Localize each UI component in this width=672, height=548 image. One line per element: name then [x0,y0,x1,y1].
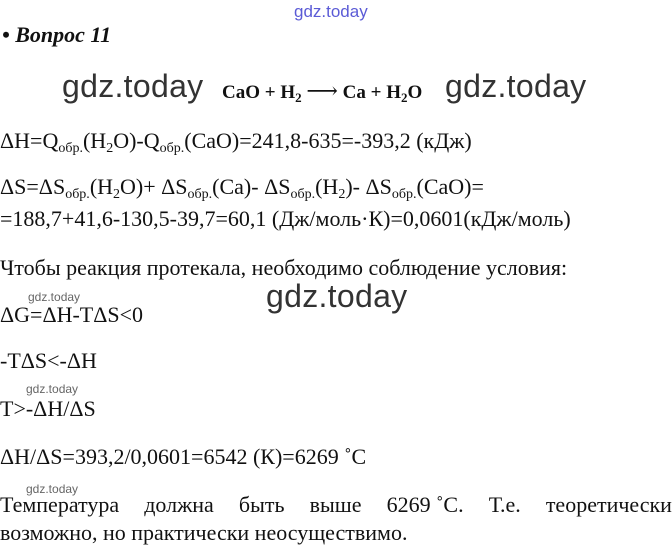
entropy-line-2: =188,7+41,6-130,5-39,7=60,1 (Дж/моль·К)=0,0601(кДж/моль) [0,206,571,231]
watermark-small-1: gdz.today [28,290,81,304]
watermark-reaction-right: gdz.today [445,68,587,104]
conclusion-line-2: возможно, но практически неосуществимо. [0,520,408,545]
conclusion-line-1: Температура должна быть выше 6269 ˚С. Т.е. теоретически [0,492,672,517]
condition-text: Чтобы реакция протекала, необходимо соблюдение условия: [0,255,568,280]
product-h2o: $H_2O$ [386,82,423,105]
enthalpy-line: $\Delta H=Q_{обр.}(H_2O)-Q_{обр.}(CaO)=241,8-635=-393,2$ (кДж) [0,128,472,156]
question-heading: • Вопрос 11 [2,22,112,47]
reactant-h2: $H_2$ [280,82,302,105]
plus-sign: + [264,82,276,103]
gibbs-inequality: ΔG=ΔH-TΔS<0 [0,302,144,327]
watermark-small-2: gdz.today [26,382,79,396]
watermark-top: gdz.today [294,2,368,21]
reaction-arrow: ⟶ [306,78,338,103]
plus-sign-2: + [370,82,382,103]
product-ca: Ca [342,82,366,103]
entropy-line-1: $\Delta S=\Delta S_{обр.}(H_2O)+ \Delta S_{обр.}(Ca)-$ $\Delta S_{обр.}(H_2)-$ $\Delta S_{обр.}(CaO)=$ [0,174,484,202]
watermark-reaction-left: gdz.today [62,68,204,104]
inequality-step-2: T>-ΔH/ΔS [0,396,96,421]
watermark-middle: gdz.today [266,278,408,314]
temperature-calculation: ΔH/ΔS=393,2/0,0601=6542 (К)=6269 ˚С [0,444,367,469]
inequality-step-1: -TΔS<-ΔH [0,348,97,373]
watermark-small-3: gdz.today [26,482,79,496]
reactant-cao: CaO [222,82,260,103]
reaction-equation [222,78,422,106]
